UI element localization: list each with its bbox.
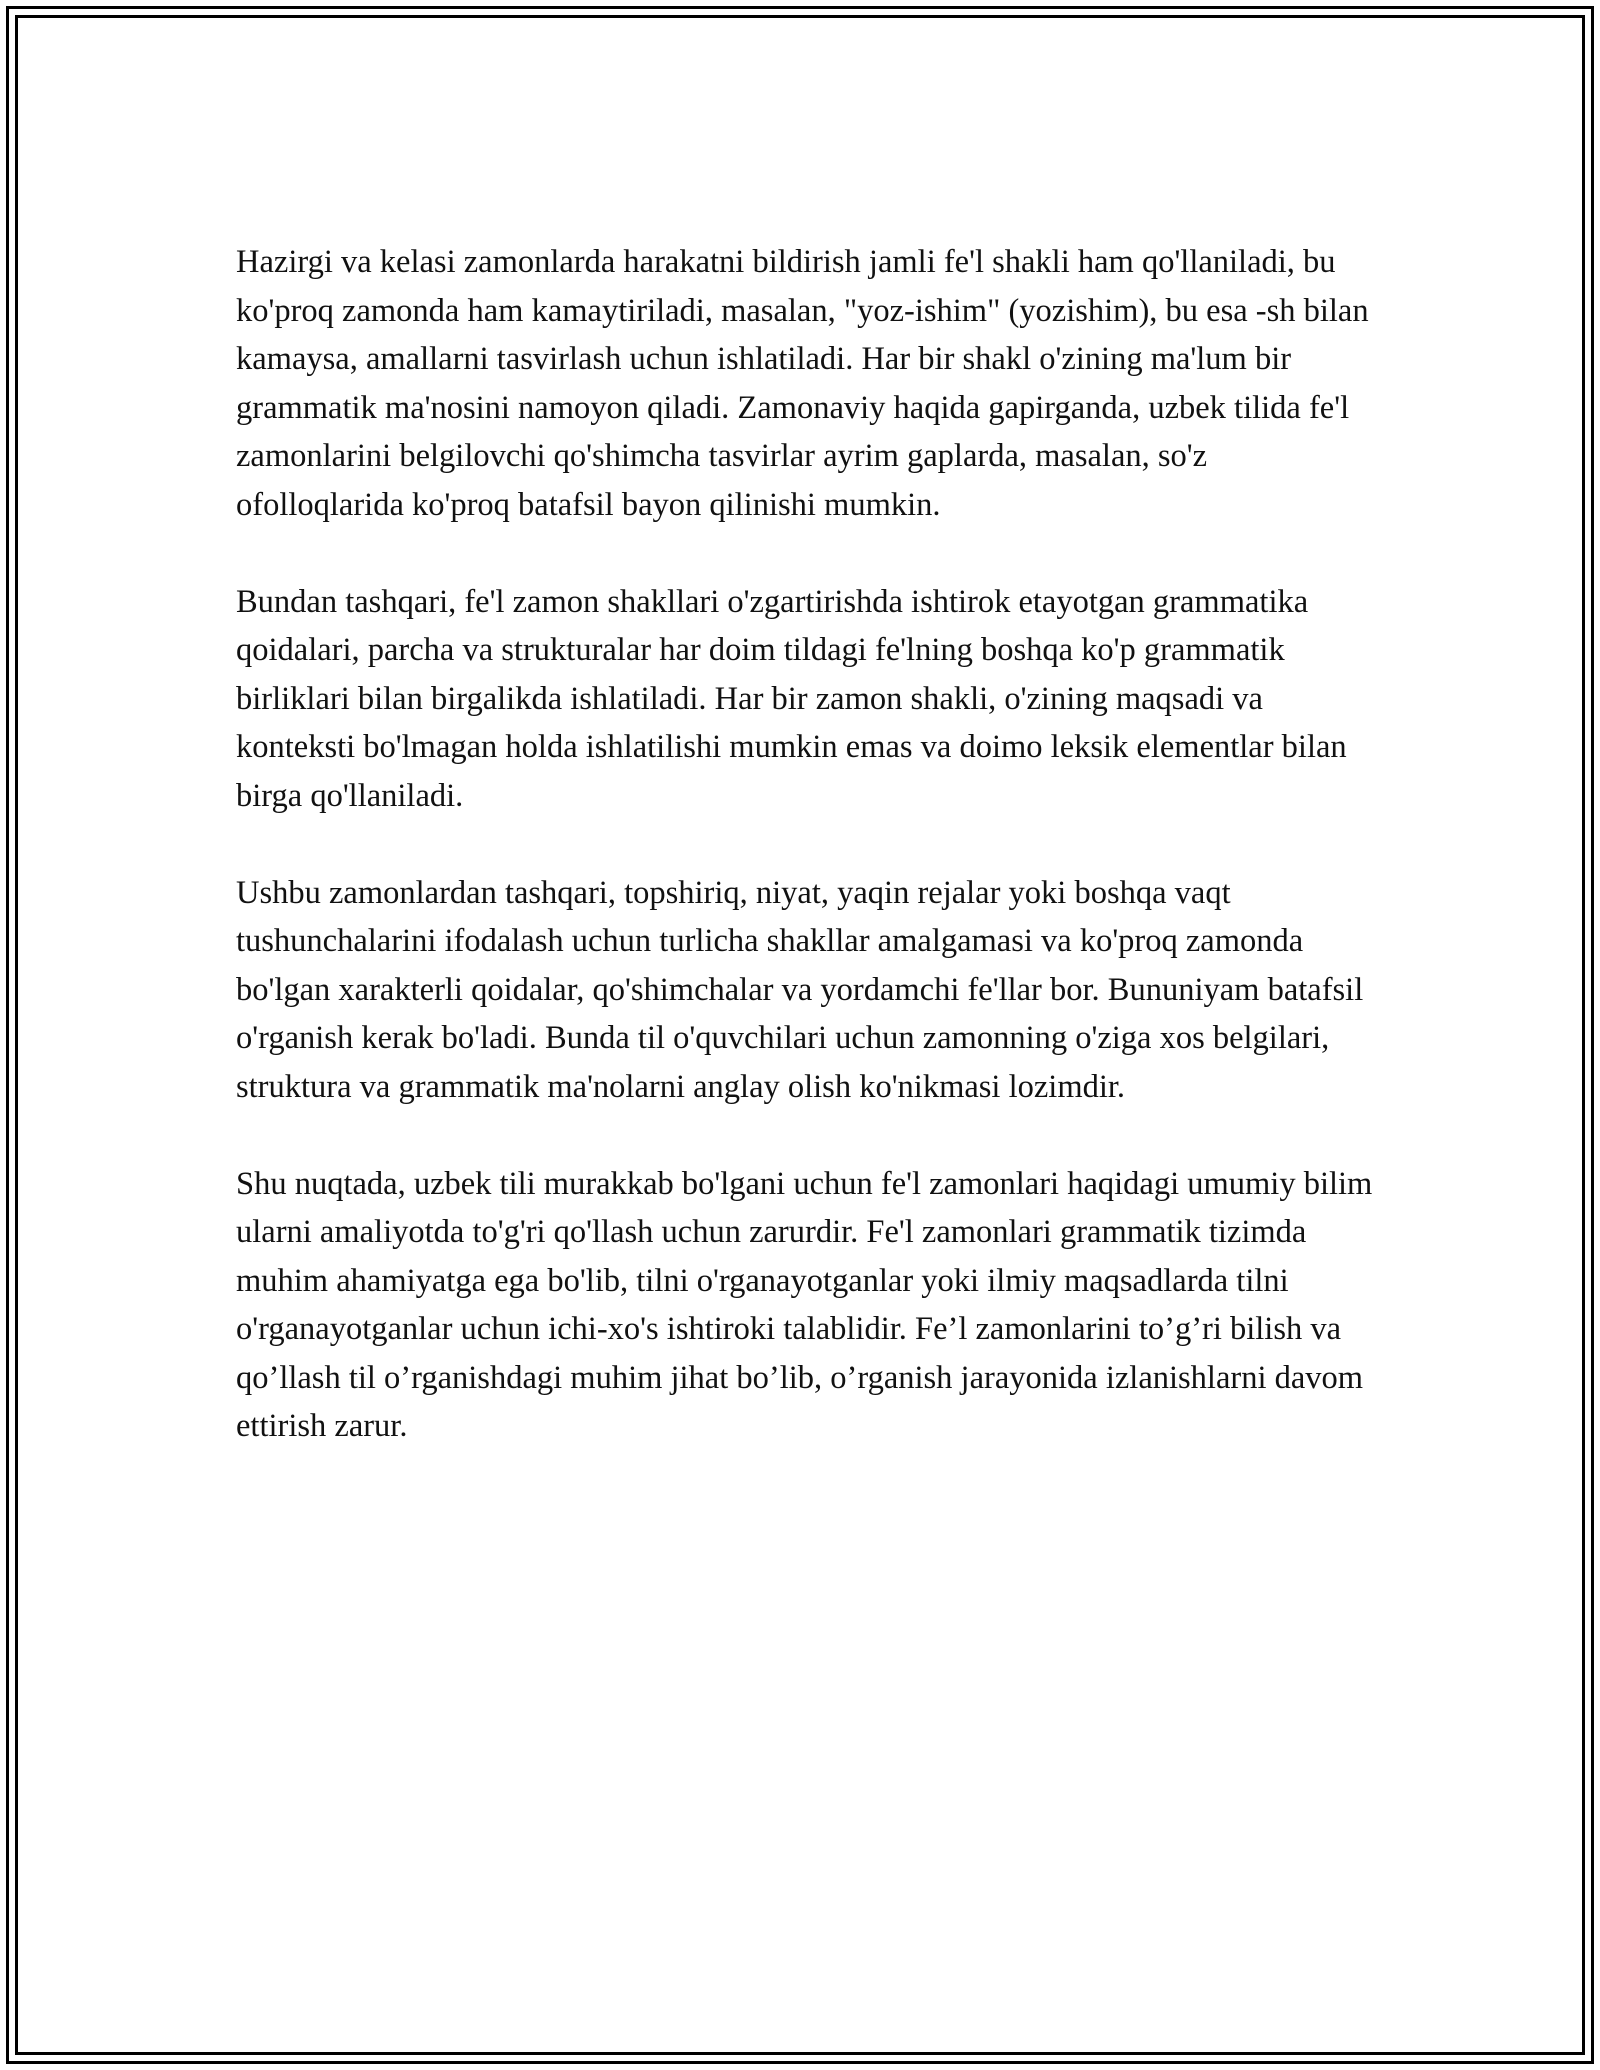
paragraph-1: Hazirgi va kelasi zamonlarda harakatni bildirish jamli fe'l shakli ham qo'llaniladi, bu ko'proq zamonda ham kamaytiriladi, masalan, "yoz-ishim" (yozishim), bu esa -sh bilan kamaysa, amallarni tasvirlash uchun ishlatiladi. Har bir shakl o'zining ma'lum bir grammatik ma'nosini namoyon qiladi. Zamonaviy haqida gapirganda, uzbek tilida fe'l zamonlarini belgilovchi qo'shimcha tasvirlar ayrim gaplarda, masalan, so'z ofolloqlarida ko'proq batafsil bayon qilinishi mumkin. <box>236 244 1369 523</box>
paragraph-2: Bundan tashqari, fe'l zamon shakllari o'zgartirishda ishtirok etayotgan grammatika qoidalari, parcha va strukturalar har doim tildagi fe'lning boshqa ko'p grammatik birliklari bilan birgalikda ishlatiladi. Har bir zamon shakli, o'zining maqsadi va konteksti bo'lmagan holda ishlatilishi mumkin emas va doimo leksik elementlar bilan birga qo'llaniladi. <box>236 583 1347 814</box>
paragraph-4: Shu nuqtada, uzbek tili murakkab bo'lgani uchun fe'l zamonlari haqidagi umumiy bilim ularni amaliyotda to'g'ri qo'llash uchun zarurdir. Fe'l zamonlari grammatik tizimda muhim ahamiyatga ega bo'lib, tilni o'rganayotganlar yoki ilmiy maqsadlarda tilni o'rganayotganlar uchun ichi-xo's ishtiroki talablidir. Fe’l zamonlarini to’g’ri bilish va qo’llash til o’rganishdagi muhim jihat bo’lib, o’rganish jarayonida izlanishlarni davom ettirish zarur. <box>236 1165 1373 1444</box>
paragraph-3: Ushbu zamonlardan tashqari, topshiriq, niyat, yaqin rejalar yoki boshqa vaqt tushunchalarini ifodalash uchun turlicha shakllar amalgamasi va ko'proq zamonda bo'lgan xarakterli qoidalar, qo'shimchalar va yordamchi fe'llar bor. Bununiyam batafsil o'rganish kerak bo'ladi. Bunda til o'quvchilari uchun zamonning o'ziga xos belgilari, struktura va grammatik ma'nolarni anglay olish ko'nikmasi lozimdir. <box>236 874 1364 1105</box>
document-body <box>236 238 1376 1499</box>
